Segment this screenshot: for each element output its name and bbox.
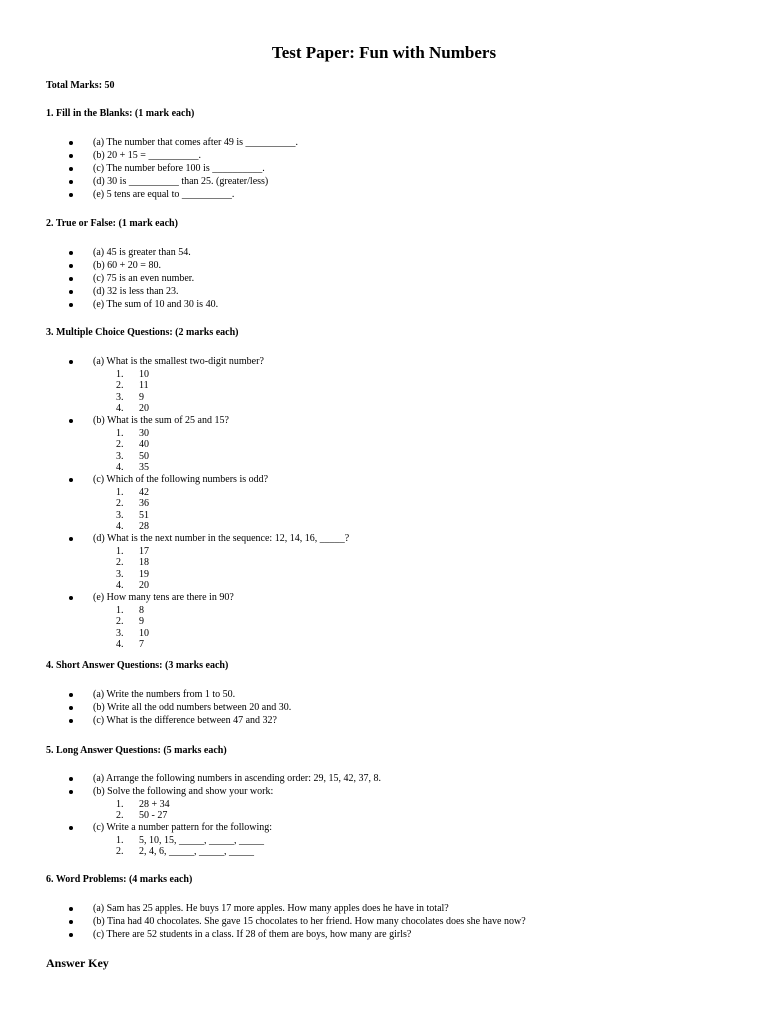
option-item: 50	[139, 450, 149, 462]
question-item	[0, 189, 298, 202]
option-list	[93, 605, 349, 651]
question-text: (b) Solve the following and show your work:	[93, 785, 274, 797]
section-heading-true-or-false: 2. True or False: (1 mark each)	[46, 218, 178, 229]
question-item	[0, 286, 218, 299]
question-item	[0, 773, 381, 786]
question-item	[0, 137, 298, 150]
question-text: (c) Which of the following numbers is odd?	[93, 473, 269, 485]
option-list	[93, 546, 349, 592]
section-heading-short-answer: 4. Short Answer Questions: (3 marks each)	[46, 660, 229, 671]
option-item: 35	[139, 462, 149, 474]
option-list	[93, 835, 381, 858]
answer-key-heading: Answer Key	[46, 956, 109, 970]
question-list-multiple-choice	[0, 356, 349, 651]
question-text: (c) The number before 100 is __________.	[93, 162, 265, 174]
question-item	[0, 916, 526, 929]
option-item: 9	[139, 616, 144, 628]
option-list	[93, 428, 349, 474]
question-item	[0, 163, 298, 176]
question-item	[0, 273, 218, 286]
option-item: 2, 4, 6, _____, _____, _____	[139, 846, 254, 858]
question-item	[0, 176, 298, 189]
total-marks: Total Marks: 50	[46, 80, 115, 91]
question-item	[0, 415, 349, 474]
option-item: 17	[139, 545, 149, 557]
question-list-long-answer	[0, 773, 381, 858]
question-text: (e) 5 tens are equal to __________.	[93, 188, 235, 200]
option-item: 51	[139, 509, 149, 521]
question-list-true-or-false	[0, 247, 218, 312]
question-text: (a) Write the numbers from 1 to 50.	[93, 689, 236, 700]
section-heading-long-answer: 5. Long Answer Questions: (5 marks each)	[46, 745, 227, 756]
question-item	[0, 260, 218, 273]
option-item: 18	[139, 557, 149, 569]
page-title: Test Paper: Fun with Numbers	[271, 43, 497, 62]
option-item: 19	[139, 568, 149, 580]
question-text: (d) 32 is less than 23.	[93, 285, 179, 297]
question-item	[0, 299, 218, 312]
question-text: (a) What is the smallest two-digit number?	[93, 356, 264, 367]
question-item	[0, 822, 381, 858]
question-item	[0, 702, 291, 715]
option-list	[93, 799, 381, 822]
question-text: (c) What is the difference between 47 and 32?	[93, 714, 277, 726]
section-heading-word-problems: 6. Word Problems: (4 marks each)	[46, 874, 193, 885]
question-text: (d) What is the next number in the sequence: 12, 14, 16, _____?	[93, 532, 350, 544]
option-item: 20	[139, 580, 149, 592]
question-list-word-problems	[0, 903, 526, 942]
question-item	[0, 786, 381, 822]
option-item: 28	[139, 521, 149, 533]
question-text: (b) What is the sum of 25 and 15?	[93, 414, 229, 426]
question-item	[0, 533, 349, 592]
question-item	[0, 356, 349, 415]
question-item	[0, 150, 298, 163]
question-text: (b) Write all the odd numbers between 20 and 30.	[93, 701, 292, 713]
option-item: 5, 10, 15, _____, _____, _____	[139, 834, 264, 846]
option-item: 11	[139, 380, 149, 392]
option-item: 10	[139, 627, 149, 639]
question-text: (c) 75 is an even number.	[93, 272, 195, 284]
question-text: (d) 30 is __________ than 25. (greater/less)	[93, 175, 269, 187]
question-text: (a) Arrange the following numbers in ascending order: 29, 15, 42, 37, 8.	[93, 773, 381, 784]
option-item: 10	[139, 368, 149, 380]
question-text: (b) 20 + 15 = __________.	[93, 149, 201, 161]
option-item: 28 + 34	[139, 798, 170, 810]
option-item: 7	[139, 639, 144, 651]
question-list-fill-in-the-blanks	[0, 137, 298, 202]
question-text: (a) 45 is greater than 54.	[93, 247, 191, 258]
question-text: (b) 60 + 20 = 80.	[93, 259, 161, 271]
option-item: 42	[139, 486, 149, 498]
question-item	[0, 715, 291, 728]
option-list	[93, 487, 349, 533]
option-list	[93, 369, 349, 415]
question-item	[0, 592, 349, 651]
question-text: (a) Sam has 25 apples. He buys 17 more apples. How many apples does he have in total?	[93, 903, 449, 914]
question-text: (b) Tina had 40 chocolates. She gave 15 chocolates to her friend. How many chocolates does she have now?	[93, 915, 526, 927]
question-text: (a) The number that comes after 49 is __________.	[93, 137, 299, 148]
option-item: 9	[139, 391, 144, 403]
section-heading-multiple-choice: 3. Multiple Choice Questions: (2 marks each)	[46, 327, 239, 338]
option-item: 36	[139, 498, 149, 510]
question-item	[0, 247, 218, 260]
question-list-short-answer	[0, 689, 291, 728]
question-item	[0, 689, 291, 702]
question-item	[0, 903, 526, 916]
option-item: 40	[139, 439, 149, 451]
section-heading-fill-in-the-blanks: 1. Fill in the Blanks: (1 mark each)	[46, 108, 195, 119]
question-text: (c) Write a number pattern for the following:	[93, 821, 273, 833]
question-item	[0, 474, 349, 533]
option-item: 20	[139, 403, 149, 415]
question-text: (c) There are 52 students in a class. If 28 of them are boys, how many are girls?	[93, 928, 412, 940]
question-item	[0, 929, 526, 942]
option-item: 50 - 27	[139, 810, 168, 822]
question-text: (e) The sum of 10 and 30 is 40.	[93, 298, 219, 310]
option-item: 30	[139, 427, 149, 439]
question-text: (e) How many tens are there in 90?	[93, 591, 234, 603]
option-item: 8	[139, 604, 144, 616]
